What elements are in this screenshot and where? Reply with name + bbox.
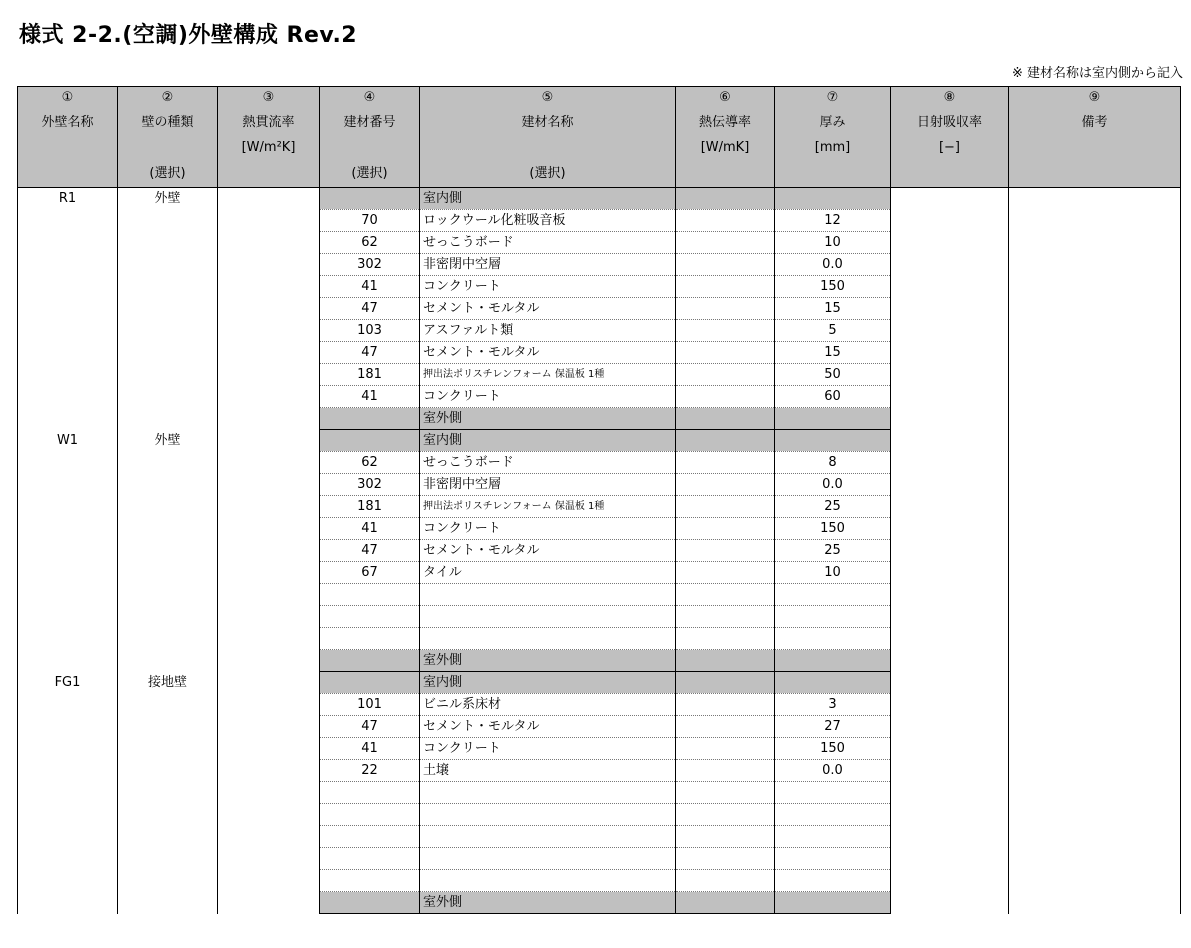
header-thickness-label: 厚み [819,115,846,130]
thermal-conductivity-cell[interactable] [676,320,775,342]
header-wall-type-label: 壁の種類 [141,115,194,130]
thickness-cell[interactable] [775,408,891,430]
header-wall-type-sel: (選択) [149,166,186,181]
thermal-conductivity-cell[interactable] [676,430,775,452]
header-row [18,87,1181,188]
thermal-conductivity-cell[interactable] [676,540,775,562]
material-number-cell[interactable]: 181 [320,496,420,518]
header-wall-name-num: ① [61,90,74,105]
header-heat-transmittance-unit: [W/m²K] [241,140,296,155]
table-row [18,430,1181,452]
wall-type-cell[interactable]: 外壁 [118,430,218,672]
thickness-cell[interactable]: 150 [775,276,891,298]
material-name-cell[interactable]: 室外側 [420,650,676,672]
page-title: 様式 2-2.(空調)外壁構成 Rev.2 [19,23,358,48]
material-name-cell[interactable]: アスファルト類 [420,320,676,342]
wall-composition-table [17,86,1181,914]
thickness-cell[interactable] [775,870,891,892]
material-number-cell[interactable]: 67 [320,562,420,584]
material-number-cell[interactable] [320,650,420,672]
heat-transmittance-cell[interactable] [218,672,320,914]
header-thermal-conductivity-sel [676,159,774,187]
wall-name-cell[interactable]: FG1 [18,672,118,914]
header-thickness-num: ⑦ [826,90,839,105]
material-number-cell[interactable] [320,870,420,892]
thermal-conductivity-cell[interactable] [676,782,775,804]
thickness-cell[interactable]: 0.0 [775,474,891,496]
material-number-cell[interactable]: 47 [320,342,420,364]
thermal-conductivity-cell[interactable] [676,870,775,892]
material-number-cell[interactable]: 101 [320,694,420,716]
table-row [18,188,1181,210]
header-material-number [320,87,420,188]
table-row [18,672,1181,694]
material-number-cell[interactable]: 103 [320,320,420,342]
thickness-cell[interactable] [775,650,891,672]
material-number-cell[interactable]: 181 [320,364,420,386]
material-name-cell[interactable] [420,782,676,804]
header-thermal-conductivity [676,87,775,188]
thermal-conductivity-cell[interactable] [676,232,775,254]
thermal-conductivity-cell[interactable] [676,386,775,408]
header-remarks-label: 備考 [1081,115,1108,130]
thickness-cell[interactable]: 27 [775,716,891,738]
material-number-cell[interactable]: 41 [320,276,420,298]
header-thickness [775,87,891,188]
thickness-cell[interactable]: 0.0 [775,760,891,782]
thermal-conductivity-cell[interactable] [676,760,775,782]
header-heat-transmittance [218,87,320,188]
thickness-cell[interactable] [775,584,891,606]
material-number-cell[interactable] [320,628,420,650]
material-number-cell[interactable] [320,188,420,210]
material-name-cell[interactable]: セメント・モルタル [420,342,676,364]
thermal-conductivity-cell[interactable] [676,342,775,364]
thickness-cell[interactable] [775,826,891,848]
material-name-cell[interactable] [420,804,676,826]
thickness-cell[interactable]: 12 [775,210,891,232]
material-number-cell[interactable]: 62 [320,452,420,474]
material-number-cell[interactable]: 22 [320,760,420,782]
thermal-conductivity-cell[interactable] [676,518,775,540]
material-name-cell[interactable]: せっこうボード [420,452,676,474]
thermal-conductivity-cell[interactable] [676,628,775,650]
header-thickness-sel [775,159,890,187]
material-number-cell[interactable] [320,782,420,804]
thickness-cell[interactable] [775,672,891,694]
thermal-conductivity-cell[interactable] [676,210,775,232]
header-solar-absorptance-label: 日射吸収率 [916,115,982,130]
material-name-cell[interactable] [420,606,676,628]
header-material-name-unit [420,137,675,159]
material-number-cell[interactable]: 62 [320,232,420,254]
thickness-cell[interactable]: 10 [775,232,891,254]
thermal-conductivity-cell[interactable] [676,254,775,276]
thickness-cell[interactable]: 50 [775,364,891,386]
remarks-cell[interactable] [1009,188,1181,430]
material-number-cell[interactable] [320,606,420,628]
thickness-cell[interactable] [775,892,891,914]
thermal-conductivity-cell[interactable] [676,716,775,738]
remarks-cell[interactable] [1009,672,1181,914]
thickness-cell[interactable]: 10 [775,562,891,584]
heat-transmittance-cell[interactable] [218,430,320,672]
thickness-cell[interactable]: 5 [775,320,891,342]
header-remarks [1009,87,1181,188]
material-name-cell[interactable]: セメント・モルタル [420,298,676,320]
material-number-cell[interactable] [320,584,420,606]
material-name-cell[interactable]: コンクリート [420,738,676,760]
thermal-conductivity-cell[interactable] [676,892,775,914]
entry-note: ※ 建材名称は室内側から記入 [1011,66,1183,81]
wall-name-cell[interactable]: R1 [18,188,118,430]
material-name-cell[interactable]: ロックウール化粧吸音板 [420,210,676,232]
material-name-cell[interactable] [420,584,676,606]
solar-absorptance-cell[interactable] [891,188,1009,430]
header-thickness-unit: [mm] [814,140,851,155]
thickness-cell[interactable]: 25 [775,496,891,518]
header-wall-name-label: 外壁名称 [41,115,94,130]
remarks-cell[interactable] [1009,430,1181,672]
thickness-cell[interactable] [775,848,891,870]
thermal-conductivity-cell[interactable] [676,672,775,694]
header-remarks-num: ⑨ [1088,90,1101,105]
material-number-cell[interactable]: 41 [320,738,420,760]
thermal-conductivity-cell[interactable] [676,298,775,320]
material-name-cell[interactable] [420,826,676,848]
header-material-name-sel: (選択) [529,166,566,181]
thermal-conductivity-cell[interactable] [676,584,775,606]
thickness-cell[interactable] [775,606,891,628]
wall-type-cell[interactable]: 外壁 [118,188,218,430]
header-material-name [420,87,676,188]
thickness-cell[interactable] [775,430,891,452]
material-number-cell[interactable] [320,826,420,848]
wall-name-cell[interactable]: W1 [18,430,118,672]
header-material-name-label: 建材名称 [521,115,574,130]
material-number-cell[interactable]: 47 [320,298,420,320]
material-number-cell[interactable]: 302 [320,474,420,496]
thickness-cell[interactable] [775,628,891,650]
material-number-cell[interactable]: 47 [320,716,420,738]
thermal-conductivity-cell[interactable] [676,694,775,716]
thickness-cell[interactable] [775,804,891,826]
thermal-conductivity-cell[interactable] [676,474,775,496]
thermal-conductivity-cell[interactable] [676,452,775,474]
material-number-cell[interactable] [320,430,420,452]
material-name-cell[interactable] [420,628,676,650]
material-name-cell[interactable]: 室内側 [420,188,676,210]
thermal-conductivity-cell[interactable] [676,804,775,826]
header-thermal-conductivity-label: 熱伝導率 [698,115,751,130]
thickness-cell[interactable]: 15 [775,298,891,320]
material-name-cell[interactable]: ビニル系床材 [420,694,676,716]
material-number-cell[interactable] [320,672,420,694]
header-wall-type-num: ② [161,90,174,105]
material-number-cell[interactable] [320,408,420,430]
material-name-cell[interactable]: コンクリート [420,386,676,408]
material-name-cell[interactable]: タイル [420,562,676,584]
heat-transmittance-cell[interactable] [218,188,320,430]
header-remarks-unit [1009,137,1180,159]
header-remarks-sel [1009,159,1180,187]
thermal-conductivity-cell[interactable] [676,364,775,386]
material-name-cell[interactable]: コンクリート [420,276,676,298]
thickness-cell[interactable]: 8 [775,452,891,474]
thickness-cell[interactable] [775,782,891,804]
material-name-cell[interactable]: 押出法ポリスチレンフォーム 保温板 1種 [420,496,676,518]
material-name-cell[interactable] [420,848,676,870]
material-name-cell[interactable]: 室内側 [420,430,676,452]
thermal-conductivity-cell[interactable] [676,496,775,518]
header-solar-absorptance-num: ⑧ [943,90,956,105]
header-material-number-sel: (選択) [351,166,388,181]
material-name-cell[interactable]: 室内側 [420,672,676,694]
header-heat-transmittance-label: 熱貫流率 [242,115,295,130]
thermal-conductivity-cell[interactable] [676,826,775,848]
thickness-cell[interactable]: 150 [775,518,891,540]
thermal-conductivity-cell[interactable] [676,188,775,210]
material-name-cell[interactable]: セメント・モルタル [420,716,676,738]
thermal-conductivity-cell[interactable] [676,848,775,870]
thickness-cell[interactable]: 3 [775,694,891,716]
material-number-cell[interactable]: 47 [320,540,420,562]
header-solar-absorptance-sel [891,159,1008,187]
header-material-number-num: ④ [363,90,376,105]
header-wall-type [118,87,218,188]
material-name-cell[interactable] [420,870,676,892]
header-material-number-unit [320,137,419,159]
header-thermal-conductivity-unit: [W/mK] [700,140,750,155]
thermal-conductivity-cell[interactable] [676,562,775,584]
thickness-cell[interactable]: 0.0 [775,254,891,276]
thermal-conductivity-cell[interactable] [676,738,775,760]
material-number-cell[interactable] [320,892,420,914]
material-name-cell[interactable]: 室外側 [420,408,676,430]
material-name-cell[interactable]: 非密閉中空層 [420,474,676,496]
header-heat-transmittance-num: ③ [262,90,275,105]
material-name-cell[interactable]: 押出法ポリスチレンフォーム 保温板 1種 [420,364,676,386]
thermal-conductivity-cell[interactable] [676,606,775,628]
thickness-cell[interactable]: 60 [775,386,891,408]
header-solar-absorptance [891,87,1009,188]
material-number-cell[interactable]: 302 [320,254,420,276]
material-name-cell[interactable]: コンクリート [420,518,676,540]
material-number-cell[interactable]: 41 [320,518,420,540]
solar-absorptance-cell[interactable] [891,672,1009,914]
header-wall-name [18,87,118,188]
header-material-number-label: 建材番号 [343,115,396,130]
header-material-name-num: ⑤ [541,90,554,105]
material-name-cell[interactable]: 非密閉中空層 [420,254,676,276]
header-thermal-conductivity-num: ⑥ [719,90,731,105]
material-number-cell[interactable] [320,804,420,826]
material-number-cell[interactable]: 70 [320,210,420,232]
thickness-cell[interactable]: 15 [775,342,891,364]
thickness-cell[interactable]: 150 [775,738,891,760]
header-wall-name-sel [18,159,117,187]
header-solar-absorptance-unit: [−] [938,140,961,155]
header-heat-transmittance-sel [218,159,319,187]
material-name-cell[interactable]: 室外側 [420,892,676,914]
material-number-cell[interactable]: 41 [320,386,420,408]
thermal-conductivity-cell[interactable] [676,276,775,298]
thermal-conductivity-cell[interactable] [676,650,775,672]
solar-absorptance-cell[interactable] [891,430,1009,672]
material-name-cell[interactable]: セメント・モルタル [420,540,676,562]
header-wall-name-unit [18,137,117,159]
thermal-conductivity-cell[interactable] [676,408,775,430]
wall-type-cell[interactable]: 接地壁 [118,672,218,914]
table-body [18,188,1181,914]
thickness-cell[interactable] [775,188,891,210]
material-name-cell[interactable]: 土壌 [420,760,676,782]
material-number-cell[interactable] [320,848,420,870]
header-wall-type-unit [118,137,217,159]
material-name-cell[interactable]: せっこうボード [420,232,676,254]
thickness-cell[interactable]: 25 [775,540,891,562]
